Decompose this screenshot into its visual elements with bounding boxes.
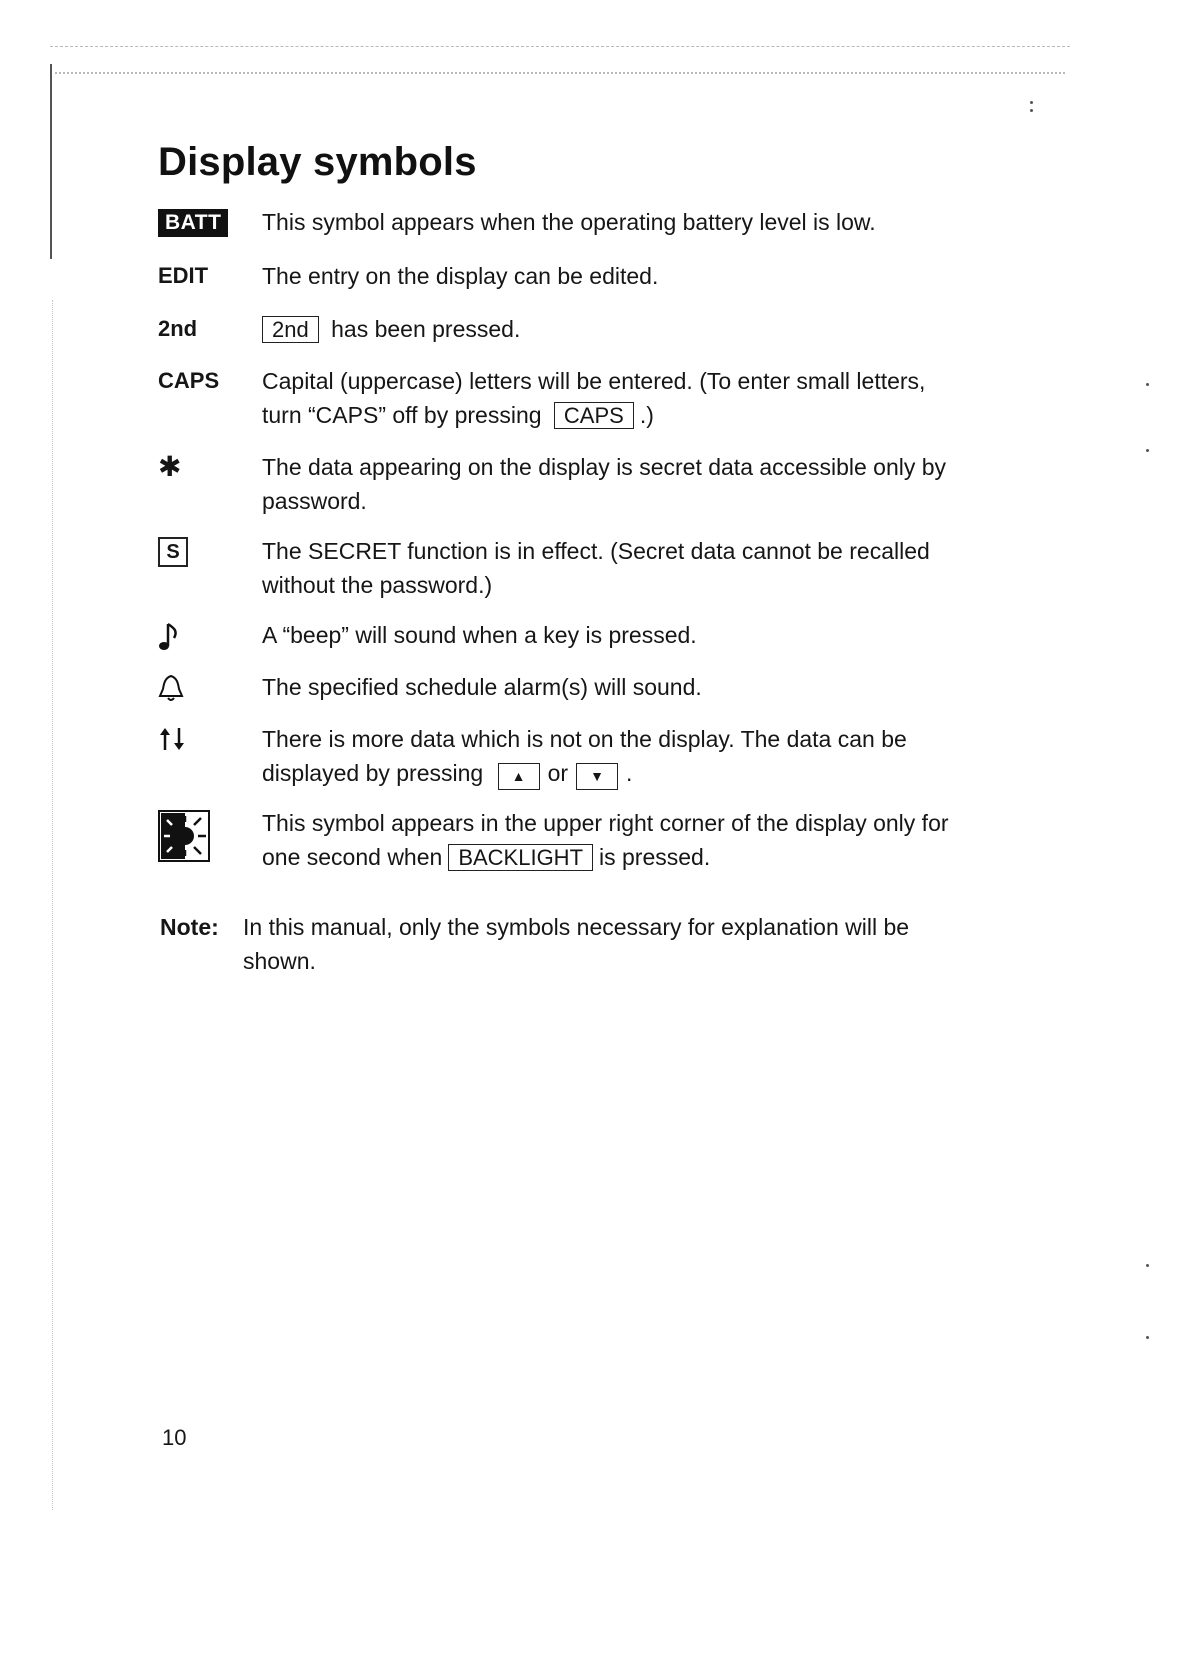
scan-speck	[1146, 1264, 1149, 1267]
page-number: 10	[162, 1425, 187, 1450]
scan-edge-left-dotted	[52, 300, 53, 1510]
symbol-description: This symbol appears in the upper right corner of the display only for one second when BACKLIGHT is pressed.	[262, 810, 949, 870]
battery-indicator: BATT	[158, 205, 228, 239]
second-symbol: 2nd	[158, 316, 198, 341]
caps-symbol: CAPS	[158, 368, 220, 393]
secret-s-icon: S	[158, 534, 188, 568]
page-title: Display symbols	[158, 140, 477, 184]
key-caps: CAPS	[554, 402, 634, 429]
scan-edge-left	[50, 64, 52, 259]
symbol-description: The entry on the display can be edited.	[262, 263, 659, 289]
backlight-icon	[158, 806, 210, 862]
beep-note-icon	[158, 618, 180, 662]
key-backlight: BACKLIGHT	[448, 844, 593, 871]
symbol-description: Capital (uppercase) letters will be entered. (To enter small letters, turn “CAPS” off by pressing CAPS .)	[262, 368, 926, 428]
key-up-arrow: ▲	[498, 763, 540, 790]
symbol-description: This symbol appears when the operating battery level is low.	[262, 209, 876, 235]
note-text: In this manual, only the symbols necessary for explanation will be shown.	[243, 914, 910, 974]
alarm-bell-icon	[158, 670, 184, 714]
symbol-description: The specified schedule alarm(s) will sound.	[262, 674, 702, 700]
edit-symbol: EDIT	[158, 263, 209, 288]
scan-speck	[1030, 101, 1033, 104]
up-down-arrows-icon	[158, 722, 186, 766]
scan-speck	[1146, 383, 1149, 386]
symbol-description: The SECRET function is in effect. (Secret data cannot be recalled without the password.)	[262, 538, 930, 598]
key-2nd: 2nd	[262, 316, 319, 343]
symbol-description: The data appearing on the display is secret data accessible only by password.	[262, 454, 947, 514]
scan-edge-top	[50, 46, 1070, 50]
key-down-arrow: ▼	[576, 763, 618, 790]
symbol-description: There is more data which is not on the display. The data can be displayed by pressing ▲ or ▼ .	[262, 722, 968, 790]
note-label: Note:	[160, 914, 219, 940]
symbol-description: 2nd has been pressed.	[262, 312, 968, 346]
scan-speck	[1146, 1336, 1149, 1339]
scan-edge-top-dotted	[55, 72, 1065, 80]
scan-speck	[1030, 109, 1033, 112]
asterisk-icon: ✱	[158, 451, 182, 482]
symbol-description: A “beep” will sound when a key is pressed.	[262, 622, 697, 648]
scan-speck	[1146, 449, 1149, 452]
